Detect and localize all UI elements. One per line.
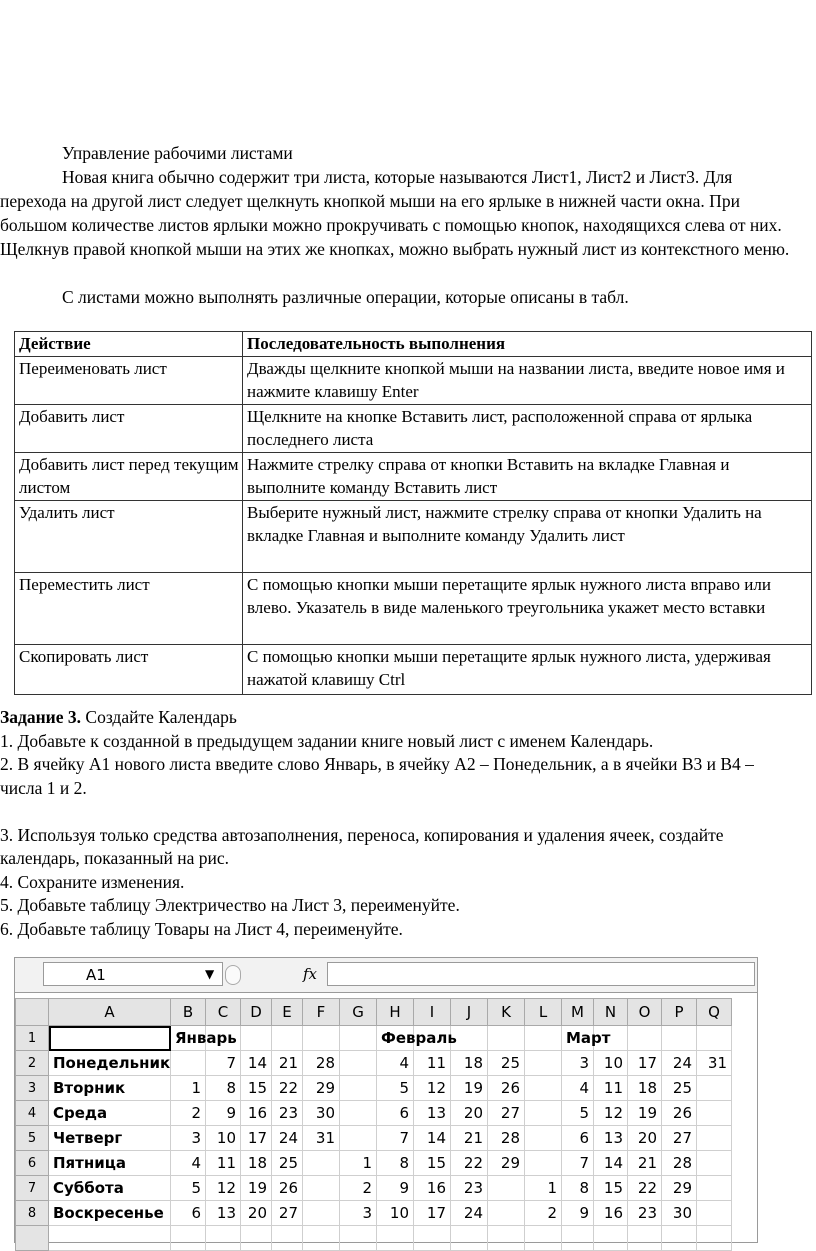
ops-table-row xyxy=(15,453,812,501)
row-header[interactable] xyxy=(16,1226,49,1251)
grid-cell[interactable]: 5 xyxy=(377,1076,414,1101)
grid-cell[interactable] xyxy=(340,1051,377,1076)
task-label: Задание 3. xyxy=(0,707,82,727)
grid-row xyxy=(16,1076,732,1101)
grid-cell[interactable]: 12 xyxy=(206,1176,241,1201)
grid-cell[interactable] xyxy=(525,1101,562,1126)
grid-cell[interactable]: 10 xyxy=(594,1051,628,1076)
grid-cell[interactable]: 27 xyxy=(488,1101,525,1126)
ops-sequence-cell: Выберите нужный лист, нажмите стрелку справа от кнопки Удалить на вкладке Главная и выполните команду Удалить лист xyxy=(243,501,812,573)
grid-cell[interactable]: 6 xyxy=(377,1101,414,1126)
grid-cell[interactable]: 16 xyxy=(594,1201,628,1226)
column-header[interactable]: F xyxy=(303,999,340,1026)
grid-cell[interactable] xyxy=(697,1201,732,1226)
ops-header-sequence: Последовательность выполнения xyxy=(243,332,812,357)
formula-bar xyxy=(15,958,757,993)
grid-cell[interactable]: 1 xyxy=(340,1151,377,1176)
ops-action-cell: Удалить лист xyxy=(15,501,243,573)
grid-cell[interactable] xyxy=(662,1226,697,1251)
excel-screenshot xyxy=(14,957,758,1243)
grid-cell[interactable] xyxy=(525,1226,562,1251)
ops-sequence-cell: С помощью кнопки мыши перетащите ярлык нужного листа, удерживая нажатой клавишу Ctrl xyxy=(243,645,812,695)
grid-cell[interactable]: 18 xyxy=(628,1076,662,1101)
chevron-down-icon[interactable]: ▼ xyxy=(205,967,215,981)
ops-action-cell: Переименовать лист xyxy=(15,357,243,405)
day-label-cell[interactable]: Среда xyxy=(49,1101,171,1126)
grid-cell[interactable] xyxy=(414,1226,451,1251)
grid-cell[interactable]: 31 xyxy=(697,1051,732,1076)
grid-cell[interactable]: 16 xyxy=(241,1101,272,1126)
grid-cell[interactable] xyxy=(525,1076,562,1101)
intro-paragraph: Новая книга обычно содержит три листа, которые называются Лист1, Лист2 и Лист3. Для перехода на другой лист следует щелкнуть кнопкой мыши на его ярлыке в нижней части окна. При большом количестве листов ярлыки можно прокручивать с помощью кнопок, находящихся слева от них. Щелкнув правой кнопкой мыши на этих же кнопках, можно выбрать нужный лист из контекстного меню. xyxy=(0,167,790,259)
grid-cell[interactable]: 19 xyxy=(451,1076,488,1101)
day-label-cell[interactable]: Пятница xyxy=(49,1151,171,1176)
grid-row xyxy=(16,1151,732,1176)
grid-cell[interactable]: 12 xyxy=(594,1101,628,1126)
grid-cell[interactable]: 20 xyxy=(241,1201,272,1226)
month-cell[interactable]: Февраль xyxy=(377,1026,414,1051)
grid-cell[interactable] xyxy=(272,1026,303,1051)
column-header[interactable]: Q xyxy=(697,999,732,1026)
grid-cell[interactable]: 27 xyxy=(662,1126,697,1151)
grid-cell[interactable]: 21 xyxy=(628,1151,662,1176)
grid-cell[interactable]: 22 xyxy=(628,1176,662,1201)
grid-cell[interactable]: 19 xyxy=(241,1176,272,1201)
grid-cell[interactable] xyxy=(594,1226,628,1251)
grid-cell[interactable]: 21 xyxy=(451,1126,488,1151)
grid-cell[interactable] xyxy=(488,1226,525,1251)
grid-cell[interactable]: 28 xyxy=(662,1151,697,1176)
grid-cell[interactable] xyxy=(662,1026,697,1051)
grid-cell[interactable] xyxy=(697,1076,732,1101)
sheet-operations-table xyxy=(14,331,812,695)
task-block xyxy=(0,706,800,941)
grid-cell[interactable]: 31 xyxy=(303,1126,340,1151)
grid-row xyxy=(16,1101,732,1126)
task-step-1: 1. Добавьте к созданной в предыдущем задании книге новый лист с именем Календарь. xyxy=(0,730,654,751)
column-header[interactable]: E xyxy=(272,999,303,1026)
month-cell[interactable]: Март xyxy=(562,1026,594,1051)
grid-cell[interactable]: 29 xyxy=(662,1176,697,1201)
grid-cell[interactable] xyxy=(303,1151,340,1176)
grid-cell[interactable] xyxy=(340,1226,377,1251)
grid-cell[interactable]: 6 xyxy=(171,1201,206,1226)
grid-cell[interactable] xyxy=(562,1226,594,1251)
grid-cell[interactable]: 29 xyxy=(303,1076,340,1101)
ops-sequence-cell: Нажмите стрелку справа от кнопки Вставить на вкладке Главная и выполните команду Вставить лист xyxy=(243,453,812,501)
grid-cell[interactable]: 30 xyxy=(662,1201,697,1226)
grid-cell[interactable]: 1 xyxy=(171,1076,206,1101)
grid-cell[interactable]: 25 xyxy=(662,1076,697,1101)
grid-cell[interactable]: 13 xyxy=(594,1126,628,1151)
task-title xyxy=(0,706,800,730)
column-header-row xyxy=(16,999,732,1026)
grid-cell[interactable] xyxy=(628,1226,662,1251)
grid-cell[interactable]: 11 xyxy=(206,1151,241,1176)
grid-cell[interactable]: 4 xyxy=(171,1151,206,1176)
grid-cell[interactable]: 8 xyxy=(562,1176,594,1201)
column-header[interactable]: P xyxy=(662,999,697,1026)
row-header[interactable]: 1 xyxy=(16,1026,49,1051)
grid-cell[interactable]: 3 xyxy=(171,1126,206,1151)
ops-table-row xyxy=(15,645,812,695)
grid-cell[interactable]: 4 xyxy=(562,1076,594,1101)
grid-cell[interactable]: 26 xyxy=(488,1076,525,1101)
grid-cell[interactable]: 27 xyxy=(272,1201,303,1226)
grid-cell[interactable] xyxy=(340,1076,377,1101)
task-title-text: Создайте Календарь xyxy=(81,707,237,727)
grid-cell[interactable]: 29 xyxy=(488,1151,525,1176)
grid-cell[interactable] xyxy=(377,1226,414,1251)
row-header[interactable]: 4 xyxy=(16,1101,49,1126)
grid-cell[interactable]: 12 xyxy=(414,1076,451,1101)
grid-cell[interactable]: 3 xyxy=(562,1051,594,1076)
grid-cell[interactable]: 25 xyxy=(272,1151,303,1176)
select-all-corner[interactable] xyxy=(16,999,49,1026)
column-header[interactable]: H xyxy=(377,999,414,1026)
column-header[interactable]: N xyxy=(594,999,628,1026)
ops-action-cell: Добавить лист перед текущим листом xyxy=(15,453,243,501)
grid-row xyxy=(16,1201,732,1226)
grid-cell[interactable]: 24 xyxy=(272,1126,303,1151)
table-reference-paragraph: С листами можно выполнять различные операции, которые описаны в табл. xyxy=(62,287,629,307)
grid-cell[interactable]: 15 xyxy=(241,1076,272,1101)
task-step-2: 2. В ячейку А1 нового листа введите слово Январь, в ячейку А2 – Понедельник, а в ячейки В3 и В4 – числа 1 и 2. xyxy=(0,754,754,798)
grid-cell[interactable]: 28 xyxy=(303,1051,340,1076)
ops-table-row xyxy=(15,405,812,453)
grid-cell[interactable]: 22 xyxy=(272,1076,303,1101)
grid-cell[interactable]: 7 xyxy=(206,1051,241,1076)
grid-cell[interactable] xyxy=(303,1026,340,1051)
day-label-cell[interactable]: Четверг xyxy=(49,1126,171,1151)
ops-sequence-cell: С помощью кнопки мыши перетащите ярлык нужного листа вправо или влево. Указатель в виде маленького треугольника укажет место вставки xyxy=(243,573,812,645)
grid-cell[interactable] xyxy=(697,1151,732,1176)
grid-cell[interactable] xyxy=(340,1101,377,1126)
grid-cell[interactable]: 23 xyxy=(628,1201,662,1226)
column-header[interactable]: J xyxy=(451,999,488,1026)
task-step-3: 3. Используя только средства автозаполнения, переноса, копирования и удаления ячеек, создайте календарь, показанный на рис. xyxy=(0,824,724,868)
grid-cell[interactable]: 22 xyxy=(451,1151,488,1176)
grid-cell[interactable] xyxy=(49,1226,171,1251)
grid-row xyxy=(16,1226,732,1251)
row-header[interactable]: 6 xyxy=(16,1151,49,1176)
grid-cell[interactable]: 2 xyxy=(525,1201,562,1226)
grid-cell[interactable]: 13 xyxy=(206,1201,241,1226)
formula-input[interactable] xyxy=(327,962,755,986)
grid-cell[interactable]: 14 xyxy=(594,1151,628,1176)
column-header[interactable]: O xyxy=(628,999,662,1026)
grid-cell[interactable] xyxy=(697,1026,732,1051)
grid-cell[interactable]: 17 xyxy=(241,1126,272,1151)
grid-cell[interactable]: 15 xyxy=(594,1176,628,1201)
grid-cell[interactable] xyxy=(340,1026,377,1051)
row-header[interactable]: 7 xyxy=(16,1176,49,1201)
column-header[interactable]: A xyxy=(49,999,171,1026)
grid-cell[interactable] xyxy=(206,1226,241,1251)
grid-cell[interactable]: 9 xyxy=(562,1201,594,1226)
grid-cell[interactable] xyxy=(488,1176,525,1201)
grid-cell[interactable]: 14 xyxy=(241,1051,272,1076)
section-heading: Управление рабочими листами xyxy=(62,143,293,163)
row-header[interactable]: 8 xyxy=(16,1201,49,1226)
grid-cell[interactable]: 17 xyxy=(628,1051,662,1076)
grid-cell[interactable]: 26 xyxy=(272,1176,303,1201)
grid-cell[interactable] xyxy=(272,1226,303,1251)
ops-table-row xyxy=(15,357,812,405)
grid-cell[interactable]: 23 xyxy=(451,1176,488,1201)
grid-cell[interactable]: 30 xyxy=(303,1101,340,1126)
column-header[interactable]: D xyxy=(241,999,272,1026)
grid-cell[interactable] xyxy=(628,1026,662,1051)
grid-cell[interactable]: 2 xyxy=(171,1101,206,1126)
grid-cell[interactable]: 5 xyxy=(171,1176,206,1201)
column-header[interactable]: G xyxy=(340,999,377,1026)
grid-cell[interactable] xyxy=(488,1201,525,1226)
grid-cell[interactable] xyxy=(451,1226,488,1251)
row-header[interactable]: 5 xyxy=(16,1126,49,1151)
grid-cell[interactable] xyxy=(241,1026,272,1051)
grid-cell[interactable]: 16 xyxy=(414,1176,451,1201)
grid-cell[interactable] xyxy=(525,1151,562,1176)
month-cell[interactable]: Январь xyxy=(171,1026,206,1051)
grid-cell[interactable]: 3 xyxy=(340,1201,377,1226)
grid-cell[interactable]: 11 xyxy=(414,1051,451,1076)
ops-sequence-cell: Щелкните на кнопке Вставить лист, расположенной справа от ярлыка последнего листа xyxy=(243,405,812,453)
column-header[interactable]: K xyxy=(488,999,525,1026)
ops-table-header-row xyxy=(15,332,812,357)
day-label-cell[interactable]: Вторник xyxy=(49,1076,171,1101)
ops-table-row xyxy=(15,573,812,645)
grid-cell[interactable]: 4 xyxy=(377,1051,414,1076)
grid-cell[interactable]: 5 xyxy=(562,1101,594,1126)
day-label-cell[interactable]: Суббота xyxy=(49,1176,171,1201)
grid-cell[interactable]: 20 xyxy=(451,1101,488,1126)
ops-table-row xyxy=(15,501,812,573)
grid-cell[interactable] xyxy=(171,1051,206,1076)
grid-cell[interactable] xyxy=(697,1176,732,1201)
grid-cell[interactable]: 9 xyxy=(377,1176,414,1201)
column-header[interactable]: C xyxy=(206,999,241,1026)
grid-cell[interactable] xyxy=(241,1226,272,1251)
spreadsheet-grid xyxy=(15,998,732,1251)
task-step-4: 4. Сохраните изменения. xyxy=(0,871,185,892)
grid-cell[interactable] xyxy=(697,1226,732,1251)
grid-cell[interactable] xyxy=(525,1051,562,1076)
grid-cell[interactable] xyxy=(303,1201,340,1226)
grid-cell[interactable]: 18 xyxy=(451,1051,488,1076)
grid-cell[interactable]: 18 xyxy=(241,1151,272,1176)
grid-cell[interactable]: 24 xyxy=(662,1051,697,1076)
grid-cell[interactable]: 26 xyxy=(662,1101,697,1126)
grid-cell[interactable] xyxy=(171,1226,206,1251)
grid-cell[interactable]: 25 xyxy=(488,1051,525,1076)
function-icon[interactable]: fx xyxy=(303,965,318,983)
ops-action-cell: Скопировать лист xyxy=(15,645,243,695)
grid-cell[interactable] xyxy=(488,1026,525,1051)
grid-cell[interactable]: 14 xyxy=(414,1126,451,1151)
grid-cell[interactable] xyxy=(525,1126,562,1151)
grid-cell[interactable]: 15 xyxy=(414,1151,451,1176)
grid-cell[interactable]: 7 xyxy=(562,1151,594,1176)
grid-cell[interactable]: 21 xyxy=(272,1051,303,1076)
grid-row xyxy=(16,1126,732,1151)
column-header[interactable]: M xyxy=(562,999,594,1026)
grid-cell[interactable]: 1 xyxy=(525,1176,562,1201)
grid-cell[interactable]: 19 xyxy=(628,1101,662,1126)
row-header[interactable]: 2 xyxy=(16,1051,49,1076)
grid-cell[interactable]: 23 xyxy=(272,1101,303,1126)
grid-row xyxy=(16,1026,732,1051)
grid-row xyxy=(16,1051,732,1076)
grid-cell[interactable]: 2 xyxy=(340,1176,377,1201)
day-label-cell[interactable]: Понедельник xyxy=(49,1051,171,1076)
grid-cell[interactable]: 13 xyxy=(414,1101,451,1126)
grid-cell[interactable]: 8 xyxy=(206,1076,241,1101)
grid-cell[interactable]: 6 xyxy=(562,1126,594,1151)
column-header[interactable]: I xyxy=(414,999,451,1026)
task-step-5: 5. Добавьте таблицу Электричество на Лист 3, переименуйте. xyxy=(0,895,460,915)
ops-action-cell: Переместить лист xyxy=(15,573,243,645)
grid-cell[interactable] xyxy=(303,1226,340,1251)
grid-cell[interactable]: 20 xyxy=(628,1126,662,1151)
grid-cell[interactable] xyxy=(697,1101,732,1126)
grid-cell[interactable]: 9 xyxy=(206,1101,241,1126)
grid-cell[interactable] xyxy=(525,1026,562,1051)
grid-cell[interactable]: 10 xyxy=(206,1126,241,1151)
ops-action-cell: Добавить лист xyxy=(15,405,243,453)
grid-cell[interactable]: 8 xyxy=(377,1151,414,1176)
grid-cell[interactable] xyxy=(340,1126,377,1151)
grid-cell[interactable]: 24 xyxy=(451,1201,488,1226)
name-box[interactable]: A1 xyxy=(43,962,223,986)
task-step-6: 6. Добавьте таблицу Товары на Лист 4, переименуйте. xyxy=(0,918,403,939)
grid-cell[interactable] xyxy=(49,1026,171,1051)
column-header[interactable]: L xyxy=(525,999,562,1026)
ops-sequence-cell: Дважды щелкните кнопкой мыши на названии листа, введите новое имя и нажмите клавишу Enter xyxy=(243,357,812,405)
column-header[interactable]: B xyxy=(171,999,206,1026)
row-header[interactable]: 3 xyxy=(16,1076,49,1101)
grid-cell[interactable]: 11 xyxy=(594,1076,628,1101)
grid-cell[interactable]: 28 xyxy=(488,1126,525,1151)
grid-cell[interactable]: 17 xyxy=(414,1201,451,1226)
formula-bar-toggle-icon[interactable] xyxy=(225,965,241,985)
grid-cell[interactable]: 7 xyxy=(377,1126,414,1151)
grid-cell[interactable]: 10 xyxy=(377,1201,414,1226)
grid-cell[interactable] xyxy=(697,1126,732,1151)
ops-header-action: Действие xyxy=(15,332,243,357)
grid-row xyxy=(16,1176,732,1201)
grid-cell[interactable] xyxy=(303,1176,340,1201)
day-label-cell[interactable]: Воскресенье xyxy=(49,1201,171,1226)
